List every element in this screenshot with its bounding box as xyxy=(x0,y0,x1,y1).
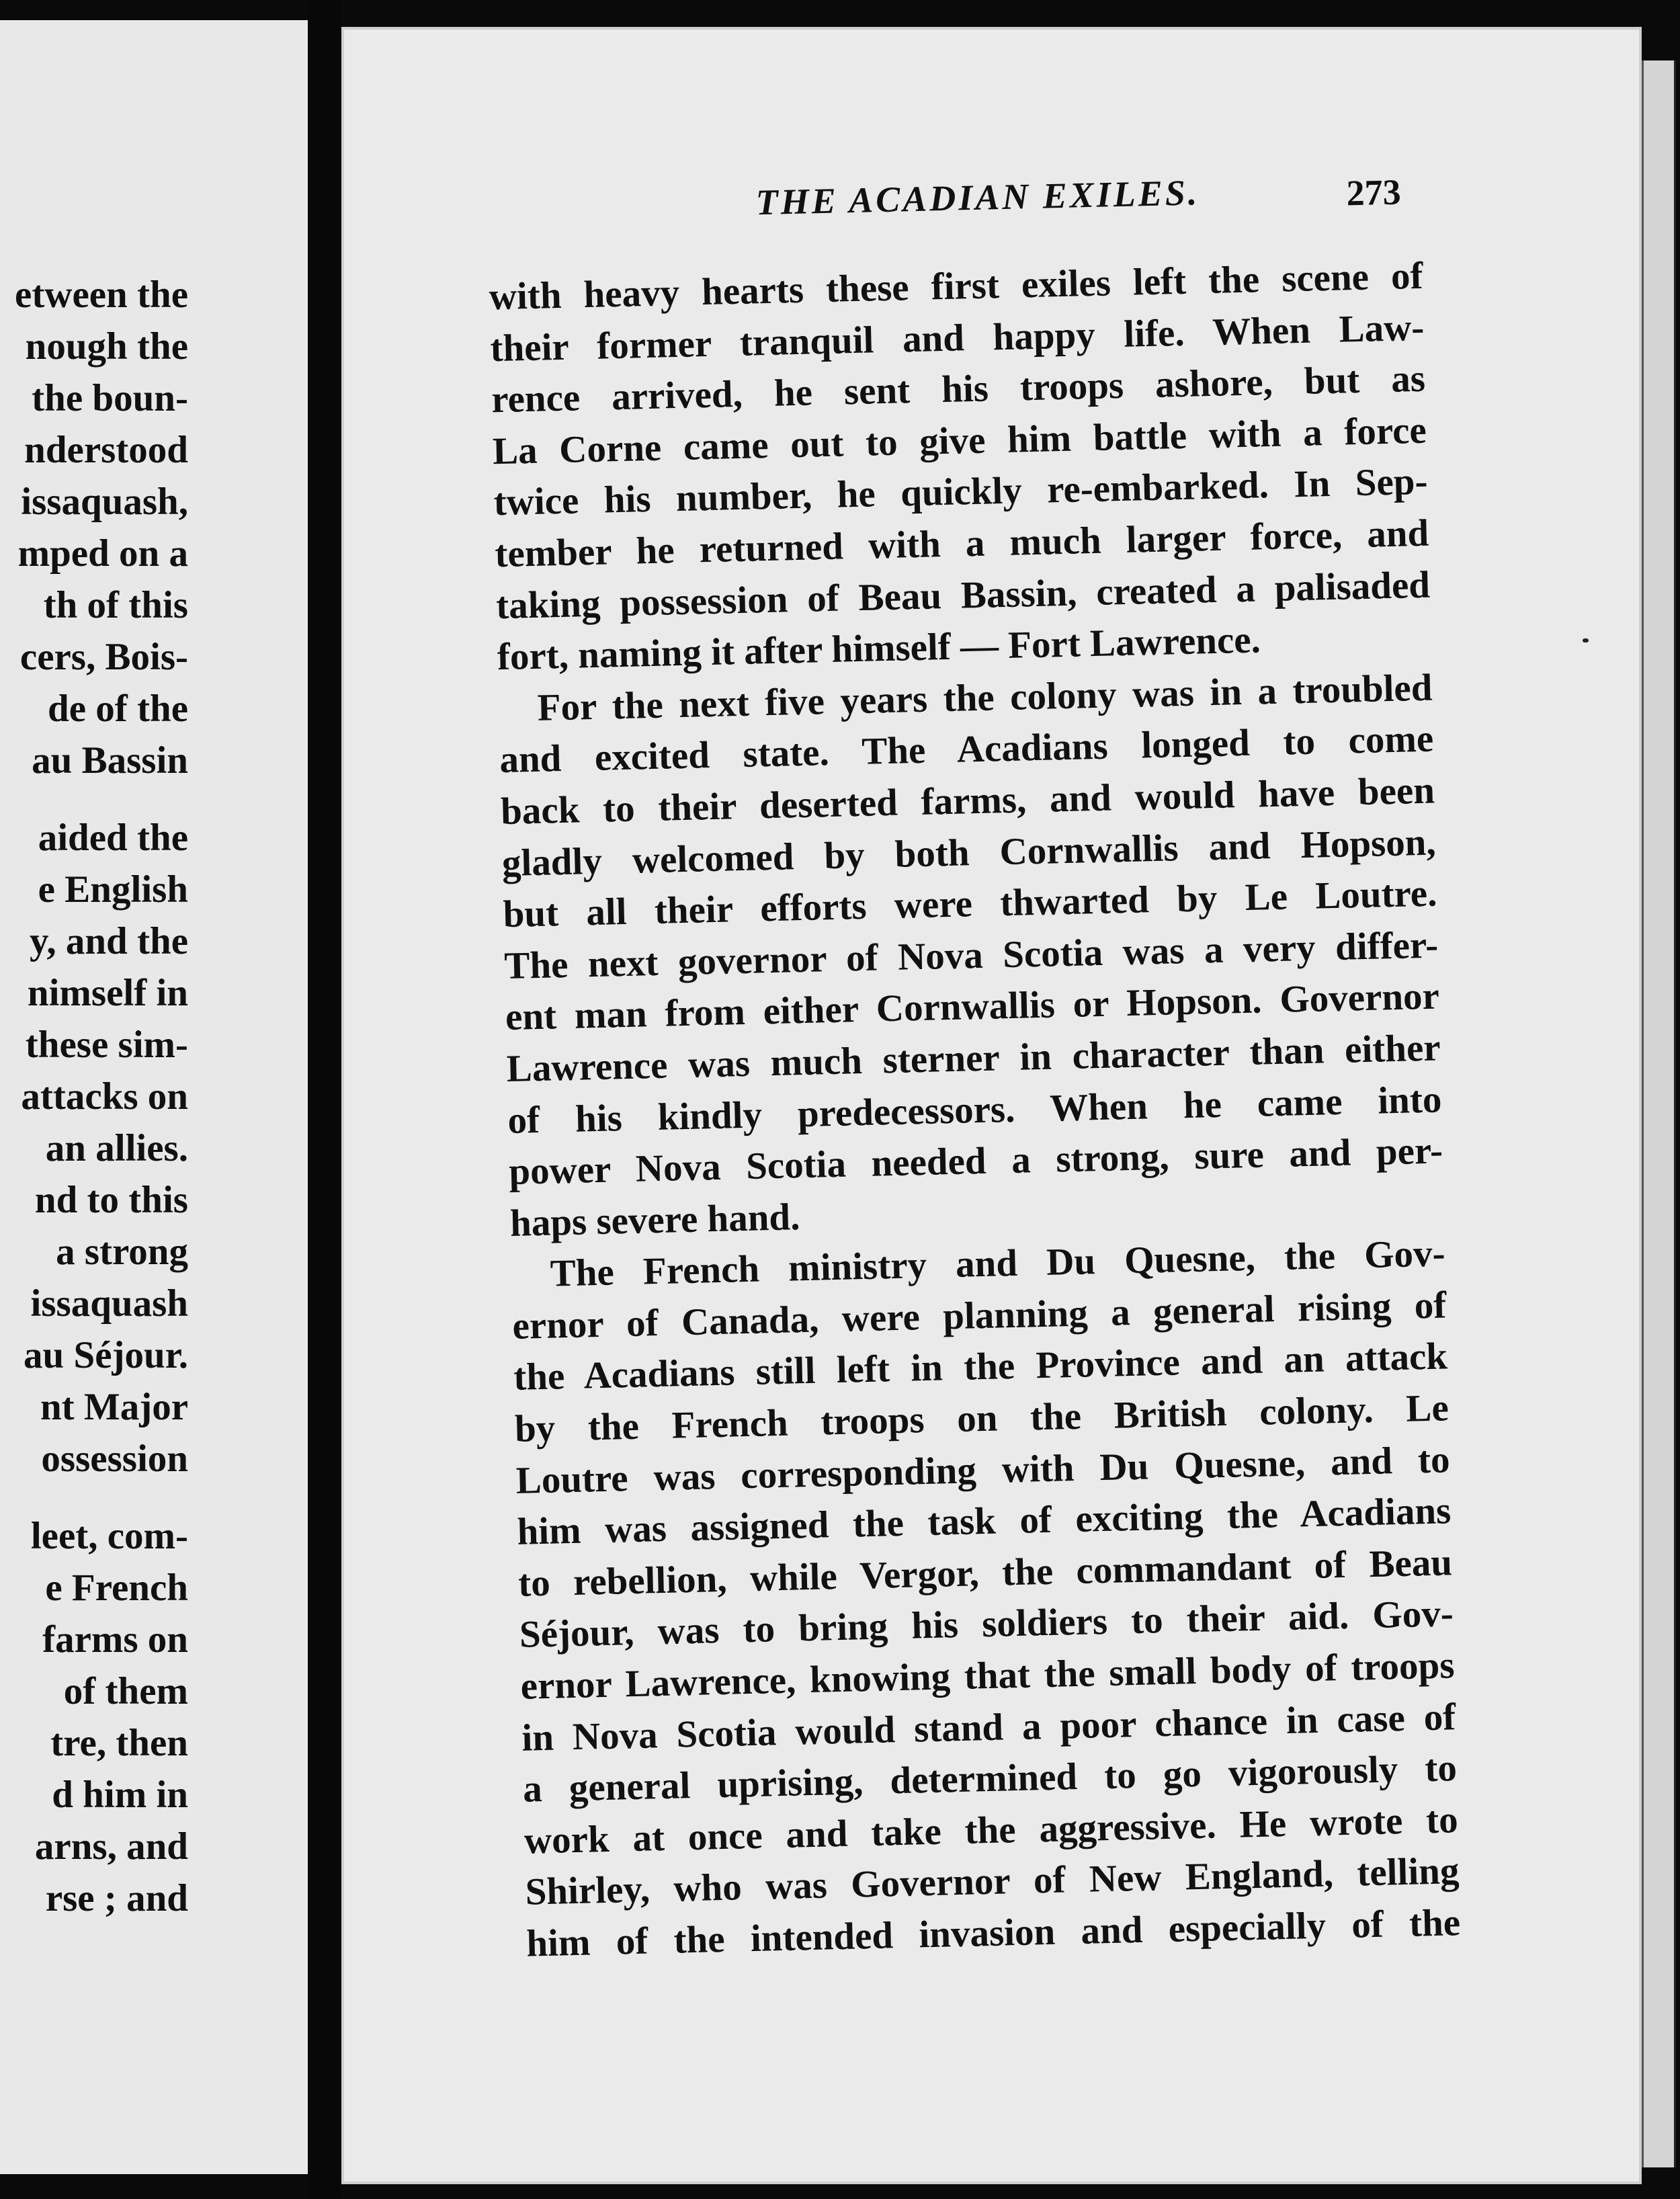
left-text-line: cers, Bois- xyxy=(19,636,188,678)
text-line: the Acadians still left in the Province and an attack xyxy=(513,1335,1448,1399)
left-text-line: farms on xyxy=(42,1618,188,1661)
left-text-line: issaquash xyxy=(30,1282,188,1325)
text-line: their former tranquil and happy life. When Law- xyxy=(489,306,1425,370)
text-line: fort, naming it after himself — Fort Lawrence. xyxy=(497,618,1261,679)
left-text-line: th of this xyxy=(43,584,188,626)
left-text-line: e French xyxy=(45,1567,188,1609)
text-line: ernor Lawrence, knowing that the small body of troops xyxy=(520,1644,1456,1708)
text-line: ent man from either Cornwallis or Hopson. Governor xyxy=(505,974,1440,1039)
text-line: Lawrence was much sterner in character than either xyxy=(506,1026,1441,1090)
left-text-line: tre, then xyxy=(50,1722,188,1764)
text-line: power Nova Scotia needed a strong, sure and per- xyxy=(508,1129,1443,1194)
page-number: 273 xyxy=(1345,171,1402,214)
text-line: rence arrived, he sent his troops ashore, but as xyxy=(491,357,1426,421)
text-line: with heavy hearts these first exiles left the scene of xyxy=(489,254,1424,319)
paragraph xyxy=(498,662,1445,1249)
left-page xyxy=(0,20,312,2174)
right-page-text-block xyxy=(403,49,1464,2121)
left-text-line: a strong xyxy=(56,1231,188,1273)
left-text-line: ossession xyxy=(41,1438,188,1480)
text-line: work at once and take the aggressive. He wrote to xyxy=(523,1798,1459,1862)
text-line: back to their deserted farms, and would have been xyxy=(500,769,1435,833)
text-line: in Nova Scotia would stand a poor chance in case of xyxy=(521,1695,1456,1759)
left-text-line: leet, com- xyxy=(30,1515,188,1557)
left-text-line: nd to this xyxy=(34,1179,188,1221)
text-line: The next governor of Nova Scotia was a very differ- xyxy=(503,923,1439,987)
left-text-line: d him in xyxy=(52,1774,188,1816)
left-text-line: nimself in xyxy=(27,972,188,1014)
left-text-line: an allies. xyxy=(45,1127,188,1169)
text-line: gladly welcomed by both Cornwallis and Hopson, xyxy=(501,821,1437,884)
text-line: The French ministry and Du Quesne, the Gov- xyxy=(550,1232,1446,1295)
page-stack-edge xyxy=(1642,60,1676,2167)
text-line: twice his number, he quickly re-embarked. In Sep- xyxy=(493,460,1429,524)
left-text-line: etween the xyxy=(15,274,188,316)
text-line: him was assigned the task of exciting the Acadians xyxy=(516,1489,1452,1554)
left-text-line: au Bassin xyxy=(32,739,188,782)
left-text-line: attacks on xyxy=(21,1075,188,1118)
running-title: THE ACADIAN EXILES. xyxy=(755,172,1200,223)
paragraph xyxy=(511,1229,1461,1970)
left-text-line: nt Major xyxy=(40,1386,188,1428)
text-line: him of the intended invasion and especially of the xyxy=(526,1901,1461,1965)
left-text-line: nough the xyxy=(25,325,188,368)
text-line: by the French troops on the British colony. Le xyxy=(514,1386,1450,1450)
text-line: haps severe hand. xyxy=(509,1195,800,1245)
text-line: a general uprising, determined to go vigorously to xyxy=(522,1747,1458,1811)
paragraph-gap xyxy=(0,1485,188,1510)
left-text-line: arns, and xyxy=(34,1825,188,1868)
paragraph-gap xyxy=(0,786,188,812)
body-text xyxy=(489,251,1461,1970)
left-text-line: these sim- xyxy=(25,1024,188,1066)
running-head xyxy=(406,167,1421,237)
left-text-line: mped on a xyxy=(17,532,188,575)
left-text-line: de of the xyxy=(48,688,188,730)
print-speck xyxy=(1583,638,1589,642)
text-line: Séjour, was to bring his soldiers to their aid. Gov- xyxy=(519,1592,1454,1657)
text-line: For the next five years the colony was in a troubled xyxy=(536,666,1433,729)
left-text-line: aided the xyxy=(38,817,188,859)
paragraph xyxy=(489,251,1432,683)
left-text-line: of them xyxy=(63,1670,188,1712)
text-line: Loutre was corresponding with Du Quesne, and to xyxy=(515,1438,1451,1502)
text-line: of his kindly predecessors. When he came into xyxy=(507,1077,1442,1142)
left-text-line: the boun- xyxy=(32,377,188,419)
text-line: tember he returned with a much larger force, and xyxy=(494,511,1429,576)
left-text-line: e English xyxy=(38,868,188,911)
text-line: ernor of Canada, were planning a general rising of xyxy=(511,1284,1447,1347)
left-text-line: au Séjour. xyxy=(24,1334,188,1376)
book-gutter xyxy=(308,0,341,2199)
left-text-line: rse ; and xyxy=(45,1877,188,1919)
left-page-text xyxy=(0,269,188,1924)
left-text-line: y, and the xyxy=(30,920,188,962)
text-line: taking possession of Beau Bassin, created a palisaded xyxy=(495,563,1431,627)
text-line: but all their efforts were thwarted by Le Loutre. xyxy=(502,872,1438,936)
left-text-line: issaquash, xyxy=(21,481,188,523)
left-text-line: nderstood xyxy=(24,429,188,471)
text-line: La Corne came out to give him battle with a force xyxy=(492,409,1427,473)
text-line: Shirley, who was Governor of New England, telling xyxy=(524,1850,1460,1914)
text-line: to rebellion, while Vergor, the commandant of Beau xyxy=(517,1541,1453,1605)
text-line: and excited state. The Acadians longed to come xyxy=(499,717,1434,782)
